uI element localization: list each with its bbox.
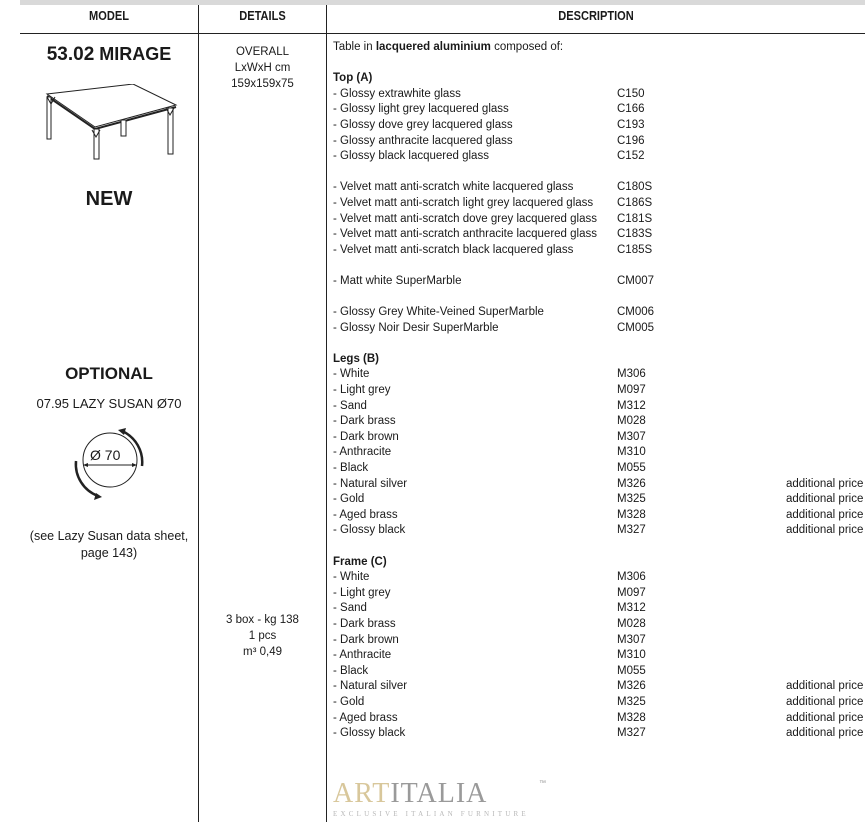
option-label: - Velvet matt anti-scratch anthracite lacquered glass [333, 228, 597, 241]
option-row [333, 87, 865, 103]
additional-price-note: additional price [786, 477, 864, 490]
additional-price-note: additional price [786, 508, 864, 521]
option-code: M307 [617, 430, 646, 443]
legs-options [333, 367, 865, 539]
additional-price-note: additional price [786, 711, 864, 724]
trademark-mark: ™ [539, 780, 546, 787]
option-code: M307 [617, 633, 646, 646]
option-code: M306 [617, 368, 646, 381]
option-row [333, 570, 865, 586]
option-label: - Natural silver [333, 680, 408, 693]
option-code: M326 [617, 680, 646, 693]
option-row [333, 477, 865, 493]
intro-material: lacquered aluminium [375, 41, 491, 53]
option-row [333, 212, 865, 228]
option-row [333, 711, 865, 727]
option-label: - White [333, 368, 370, 381]
option-code: M327 [617, 727, 646, 740]
option-label: - Glossy black [333, 727, 406, 740]
logo-tagline: EXCLUSIVE ITALIAN FURNITURE [333, 810, 529, 818]
header-rule [20, 33, 865, 34]
header-band [20, 0, 865, 5]
option-code: C196 [617, 134, 645, 147]
option-row [333, 367, 865, 383]
option-code: M327 [617, 524, 646, 537]
option-code: M028 [617, 415, 646, 428]
dimensions-value: 159x159x75 [231, 78, 294, 90]
option-code: M310 [617, 446, 646, 459]
option-label: - Glossy black [333, 524, 406, 537]
option-row [333, 492, 865, 508]
column-header-details: DETAILS [239, 8, 286, 23]
option-code: C180S [617, 181, 653, 194]
option-code: M097 [617, 384, 646, 397]
option-label: - Velvet matt anti-scratch light grey lacquered glass [333, 196, 594, 209]
option-row [333, 648, 865, 664]
model-code: 53.02 [46, 44, 95, 65]
logo-word-italia: ITALIA [390, 778, 488, 809]
logo-word-art: ART [333, 778, 391, 809]
option-code: M055 [617, 462, 646, 475]
option-label: - Glossy Noir Desir SuperMarble [333, 321, 499, 334]
option-code: M325 [617, 493, 646, 506]
section-title-text: Top (A) [333, 72, 373, 85]
option-row [333, 726, 865, 742]
option-code: CM005 [617, 321, 655, 334]
option-label: - Anthracite [333, 649, 392, 662]
option-label: - Gold [333, 493, 365, 506]
option-label: - Dark brass [333, 415, 396, 428]
option-row [333, 134, 865, 150]
section-title-frame [333, 555, 865, 571]
option-row [333, 430, 865, 446]
section-title-text: Frame (C) [333, 555, 387, 568]
option-code: M097 [617, 586, 646, 599]
option-row [333, 274, 865, 290]
option-label: - Aged brass [333, 711, 398, 724]
option-code: M325 [617, 695, 646, 708]
column-header-model: MODEL [89, 8, 129, 23]
option-code: M306 [617, 571, 646, 584]
option-row [333, 414, 865, 430]
option-label: - Aged brass [333, 508, 398, 521]
option-row [333, 227, 865, 243]
option-row [333, 321, 865, 337]
option-row [333, 664, 865, 680]
option-code: C193 [617, 118, 645, 131]
option-row [333, 586, 865, 602]
option-label: - Glossy anthracite lacquered glass [333, 134, 513, 147]
option-code: M326 [617, 477, 646, 490]
option-label: - White [333, 571, 370, 584]
option-label: - Gold [333, 695, 365, 708]
dimensions-block [199, 44, 326, 92]
option-row [333, 149, 865, 165]
option-code: C186S [617, 196, 653, 209]
column-divider [326, 5, 327, 822]
option-code: M312 [617, 602, 646, 615]
option-label: - Anthracite [333, 446, 392, 459]
option-label: - Light grey [333, 586, 391, 599]
option-label: - Glossy light grey lacquered glass [333, 103, 509, 116]
option-code: M328 [617, 508, 646, 521]
option-row [333, 617, 865, 633]
intro-text: Table in [333, 41, 376, 53]
volume-value: m³ 0,49 [243, 646, 282, 658]
description-block [333, 40, 865, 742]
option-code: M328 [617, 711, 646, 724]
option-label: - Light grey [333, 384, 391, 397]
option-row [333, 243, 865, 259]
section-title-top [333, 71, 865, 87]
option-row [333, 196, 865, 212]
diameter-label: Ø 70 [90, 447, 121, 463]
frame-options [333, 570, 865, 742]
option-row [333, 461, 865, 477]
option-label: - Velvet matt anti-scratch black lacquered glass [333, 243, 574, 256]
option-row [333, 695, 865, 711]
option-label: - Velvet matt anti-scratch white lacquered glass [333, 181, 574, 194]
option-row [333, 633, 865, 649]
option-code: M028 [617, 617, 646, 630]
option-label: - Sand [333, 399, 367, 412]
additional-price-note: additional price [786, 493, 864, 506]
option-code: C185S [617, 243, 653, 256]
section-title-text: Legs (B) [333, 352, 379, 365]
option-label: - Glossy Grey White-Veined SuperMarble [333, 306, 544, 319]
option-label: - Black [333, 462, 369, 475]
option-label: - Glossy extrawhite glass [333, 87, 461, 100]
option-code: C183S [617, 228, 653, 241]
model-name: MIRAGE [99, 44, 172, 64]
packaging-block [199, 612, 326, 660]
additional-price-note: additional price [786, 680, 864, 693]
table-drawing [40, 84, 180, 160]
option-code: C181S [617, 212, 653, 225]
option-label: - Natural silver [333, 477, 408, 490]
option-row [333, 383, 865, 399]
option-code: M055 [617, 664, 646, 677]
option-row [333, 523, 865, 539]
top-options [333, 87, 865, 352]
option-label: - Black [333, 664, 369, 677]
option-row [333, 601, 865, 617]
new-badge: NEW [85, 188, 133, 210]
column-divider [198, 5, 199, 822]
additional-price-note: additional price [786, 524, 864, 537]
option-row [333, 305, 865, 321]
artitalia-logo [333, 780, 553, 822]
option-row [333, 679, 865, 695]
optional-heading: OPTIONAL [65, 364, 153, 383]
option-row [333, 180, 865, 196]
option-code: CM007 [617, 274, 655, 287]
option-row [333, 445, 865, 461]
lazy-susan-diagram [70, 428, 150, 504]
model-title [20, 44, 198, 66]
option-row [333, 118, 865, 134]
option-code: M312 [617, 399, 646, 412]
intro-text: composed of: [490, 41, 564, 53]
section-title-legs [333, 352, 865, 368]
option-code: C152 [617, 150, 645, 163]
intro-line [333, 40, 865, 56]
option-label: - Dark brown [333, 430, 399, 443]
overall-label: OVERALL [235, 46, 290, 58]
option-code: C166 [617, 103, 645, 116]
packaging-weight: 3 box - kg 138 [226, 614, 299, 626]
option-label: - Glossy dove grey lacquered glass [333, 118, 513, 131]
note-line: (see Lazy Susan data sheet, [29, 529, 189, 543]
option-label: - Dark brass [333, 617, 396, 630]
option-row [333, 102, 865, 118]
option-row [333, 399, 865, 415]
option-label: - Matt white SuperMarble [333, 274, 462, 287]
option-row [333, 508, 865, 524]
note-line: page 143) [80, 546, 138, 560]
reference-note [20, 528, 198, 562]
additional-price-note: additional price [786, 727, 864, 740]
optional-item: 07.95 LAZY SUSAN Ø70 [36, 396, 182, 411]
option-code: CM006 [617, 306, 655, 319]
option-label: - Glossy black lacquered glass [333, 150, 489, 163]
option-label: - Sand [333, 602, 367, 615]
option-label: - Velvet matt anti-scratch dove grey lacquered glass [333, 212, 597, 225]
option-code: M310 [617, 649, 646, 662]
additional-price-note: additional price [786, 695, 864, 708]
column-header-description: DESCRIPTION [558, 8, 634, 23]
option-label: - Dark brown [333, 633, 399, 646]
option-code: C150 [617, 87, 645, 100]
dimensions-label: LxWxH cm [234, 62, 291, 74]
pieces-count: 1 pcs [248, 630, 277, 642]
rotation-arrows-icon [70, 428, 150, 504]
